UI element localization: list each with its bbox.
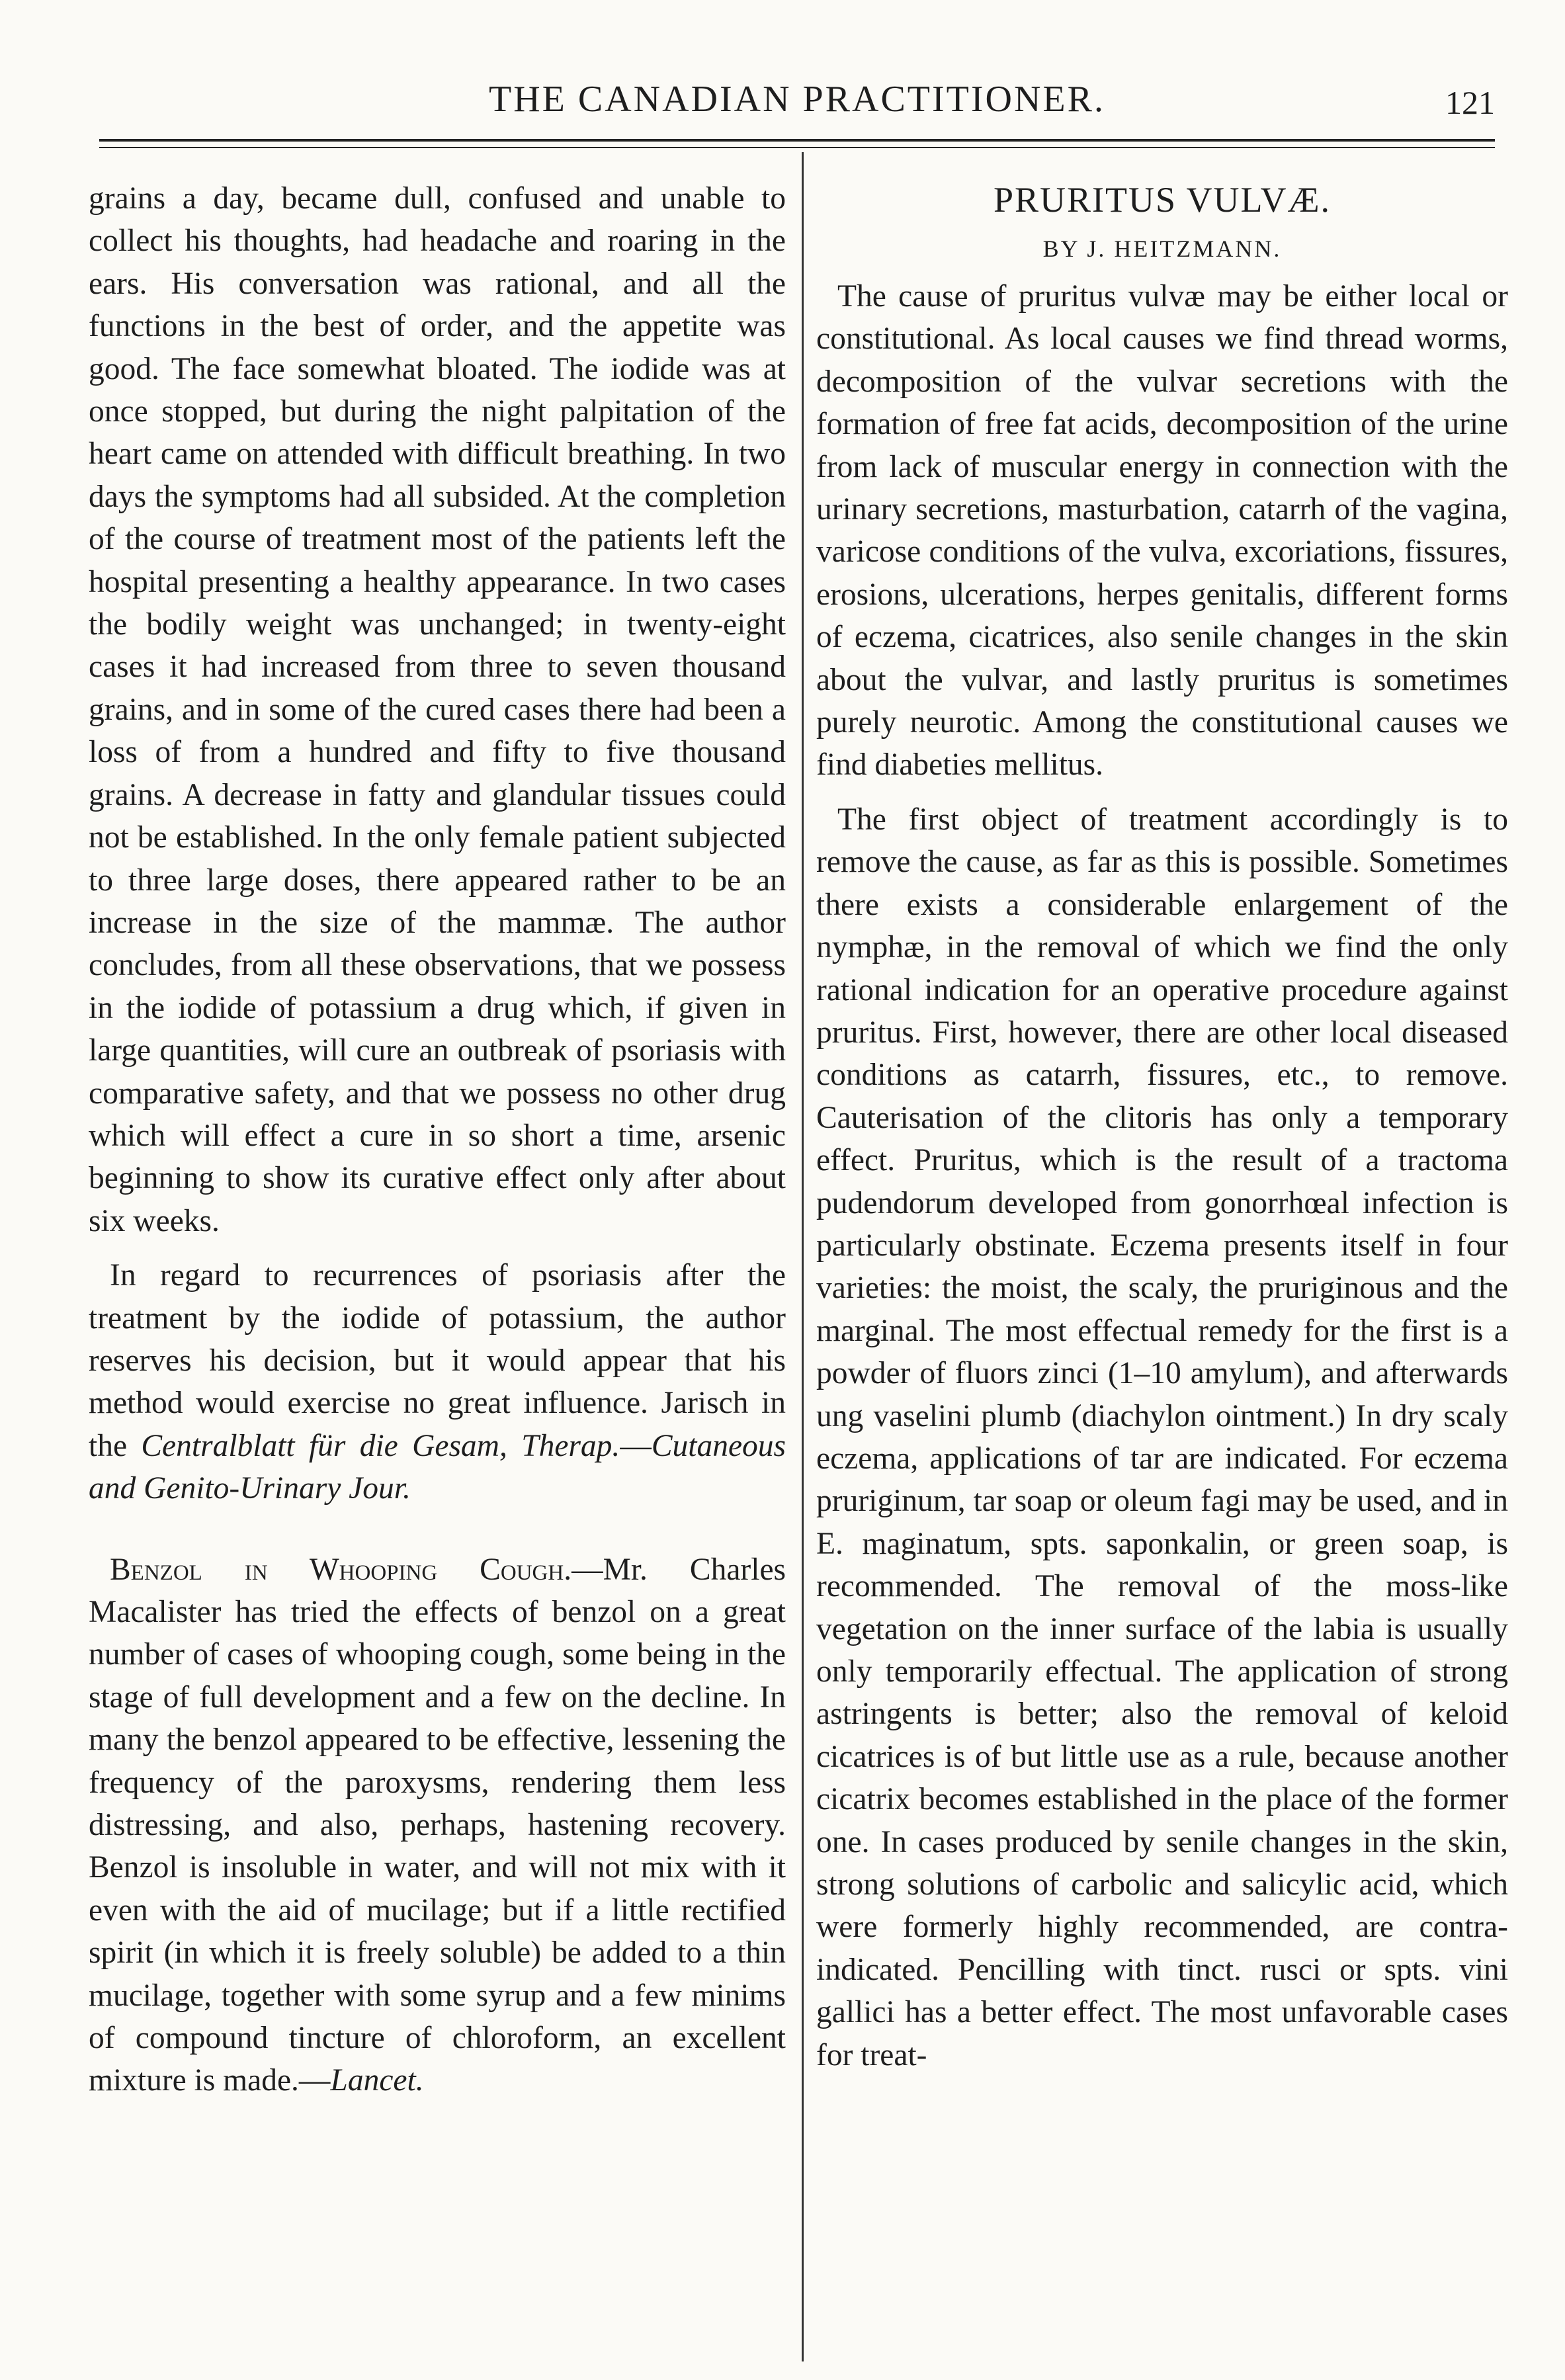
page-header	[99, 78, 1495, 138]
recurrences-source-journal-2: Cutaneous and Genito-Urinary Jour.	[89, 1428, 786, 1506]
pruritus-paragraph-2: The first object of treatment accordingly is to remove the cause, as far as this is possible. Sometimes there exists a considerable enlargement of the nymphæ, in the removal of which we find the only rational indication for an operative procedure against pruritus. First, however, there are other local diseased conditions as catarrh, fissures, etc., to remove. Cauterisation of the clitoris has only a temporary effect. Pruritus, which is the result of a tractoma pudendorum developed from gonorrhœal infection is particularly obstinate. Eczema presents itself in four varieties: the moist, the scaly, the pruriginous and the marginal. The most effectual remedy for the first is a powder of fluors zinci (1–10 amylum), and afterwards ung vaselini plumb (diachylon ointment.) In dry scaly eczema, applications of tar are indicated. For eczema pruriginum, tar soap or oleum fagi may be used, and in E. maginatum, spts. saponkalin, or green soap, is recommended. The removal of the moss-like vegetation on the inner surface of the labia is usually only temporarily effectual. The application of strong astringents is better; also the removal of keloid cicatrices is of but little use as a rule, because another cicatrix becomes established in the place of the former one. In cases produced by senile changes in the skin, strong solutions of carbolic and salicylic acid, which were formerly highly recommended, are contra-indicated. Pencilling with tinct. rusci or spts. vini gallici has a better effect. The most unfavorable cases for treat-	[816, 802, 1508, 2072]
right-column	[816, 177, 1508, 2076]
header-rule-thick	[99, 139, 1495, 142]
article-byline: BY J. HEITZMANN.	[1042, 235, 1282, 262]
recurrences-paragraph	[89, 1254, 786, 1509]
left-column	[89, 177, 786, 2102]
article-title: PRURITUS VULVÆ.	[993, 180, 1332, 220]
benzol-paragraph	[89, 1549, 786, 2102]
recurrences-text: In regard to recurrences of psoriasis after the treatment by the iodide of potassium, the author reserves his decision, but it would appear that his method would exercise no great influence. Jarisch in the	[89, 1258, 786, 1463]
recurrences-source-separator: —	[620, 1428, 652, 1463]
recurrences-source-journal: Centralblatt für die Gesam, Therap.	[141, 1428, 620, 1463]
running-title: THE CANADIAN PRACTITIONER.	[489, 79, 1105, 120]
page-number: 121	[1445, 84, 1495, 121]
benzol-text: —Mr. Charles Macalister has tried the effects of benzol on a great number of cases of whooping cough, some being in the stage of full development and a few on the decline. In many the benzol appeared to be effective, lessening the frequency of the paroxysms, rendering them less distressing, and also, perhaps, hastening recovery. Benzol is insoluble in water, and will not mix with it even with the aid of mucilage; but if a little rectified spirit (in which it is freely soluble) be added to a thin mucilage, together with some syrup and a few minims of compound tincture of chloroform, an excellent mixture is made.—	[89, 1552, 786, 2098]
pruritus-paragraph-1: The cause of pruritus vulvæ may be either local or constitutional. As local causes we find thread worms, decomposition of the vulvar secretions with the formation of free fat acids, decomposition of the urine from lack of muscular energy in connection with the urinary secretions, masturbation, catarrh of the vagina, varicose conditions of the vulva, excoriations, fissures, erosions, ulcerations, herpes genitalis, different forms of eczema, cicatrices, also senile changes in the skin about the vulvar, and lastly pruritus is sometimes purely neurotic. Among the constitutional causes we find diabeties mellitus.	[816, 279, 1508, 783]
header-rule-thin	[99, 147, 1495, 148]
benzol-heading: Benzol in Whooping Cough.	[110, 1552, 572, 1587]
benzol-source: Lancet.	[330, 2063, 424, 2098]
column-divider	[802, 152, 804, 2361]
psoriasis-continued-paragraph: grains a day, became dull, confused and unable to collect his thoughts, had headache and roaring in the ears. His conversation was rational, and all the functions in the best of order, and the appetite was good. The face somewhat bloated. The iodide was at once stopped, but during the night palpitation of the heart came on attended with difficult breathing. In two days the symptoms had all subsided. At the completion of the course of treatment most of the patients left the hospital presenting a healthy appearance. In two cases the bodily weight was unchanged; in twenty-eight cases it had increased from three to seven thousand grains, and in some of the cured cases there had been a loss of from a hundred and fifty to five thousand grains. A decrease in fatty and glandular tissues could not be established. In the only female patient subjected to three large doses, there appeared rather to be an increase in the size of the mammæ. The author concludes, from all these observations, that we possess in the iodide of potassium a drug which, if given in large quantities, will cure an outbreak of psoriasis with comparative safety, and that we possess no other drug which will effect a cure in so short a time, arsenic beginning to show its curative effect only after about six weeks.	[89, 181, 786, 1238]
